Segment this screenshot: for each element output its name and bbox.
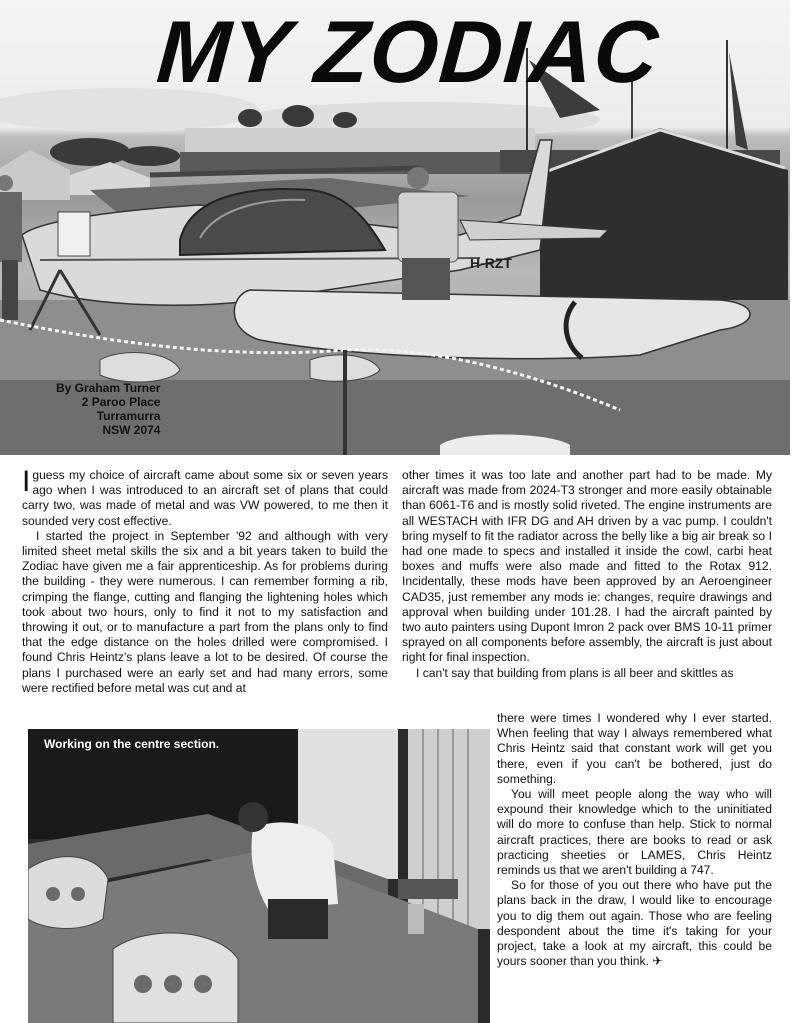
paragraph: other times it was too late and another part had to be made. My aircraft was made from 2024-T3 stronger and more easily obtainable than 6061-T6 and is mostly solid riveted. The engine instruments are all WESTACH with IFR DG and AH driven by a vac pump. I couldn't bring myself to fit the radiator across the belly like a big air break so I had one made to specs and installed it inside the cowl, carbi heat boxes and muffs were also made and fitted to the Rotax 912. Incidentally, these mods have been approved by an Aeroengineer CAD35, just remember any mods ie: changes, require drawings and approval when building under 101.28. I had the aircraft painted by two auto painters using Dupont Imron 2 pack over BMS 10-11 primer sprayed on all components before assembly, the aircraft is just about right for final inspection. — [402, 468, 772, 665]
hero-photo — [0, 0, 790, 455]
photo-caption: Working on the centre section. — [44, 737, 220, 751]
workshop-photo — [28, 729, 490, 1023]
article-column-1 — [22, 465, 388, 696]
workshop-illustration — [28, 729, 490, 1023]
aircraft-registration: H-RZT — [470, 255, 512, 271]
byline-state: NSW 2074 — [102, 423, 161, 437]
paragraph: You will meet people along the way who will expound their knowledge which to the uninitiated will do more to confuse than help. Stick to normal aircraft practices, there are books to read or ask practicing sheeties or LAMES, Chris Heintz reminds us that we aren't building a 747. — [497, 787, 772, 878]
paragraph: I can't say that building from plans is all beer and skittles as — [416, 665, 734, 680]
paragraph — [497, 878, 772, 969]
end-mark-airplane-icon: ✈ — [652, 954, 663, 969]
article-title: MY ZODIAC — [153, 2, 663, 101]
paragraph-text: So for those of you out there who have put the plans back in the draw, I would like to encourage you to dig them out again. Those who are feeling despondent about the time it's taking for your project, take a look at my aircraft, this could be yours sooner than you think. — [497, 878, 772, 969]
drop-cap: I — [22, 465, 31, 498]
byline-street: 2 Paroo Place — [81, 395, 161, 409]
paragraph-text: guess my choice of aircraft came about some six or seven years ago when I was introduced to an aircraft set of plans that could carry two, was made of metal and was VW powered, to me then it sounded very cost effective. — [22, 468, 388, 528]
byline — [56, 381, 160, 437]
paragraph: there were times I wondered why I ever started. When feeling that way I always remembered what Chris Heintz said that constant work will get you there, even if you can't be bothered, just do something. — [497, 711, 772, 786]
byline-author: By Graham Turner — [56, 381, 161, 395]
article-column-2 — [402, 468, 772, 681]
byline-suburb: Turramurra — [96, 409, 161, 423]
article-column-3 — [497, 711, 772, 969]
paragraph: I started the project in September '92 and although with very limited sheet metal skills the six and a bit years taken to build the Zodiac have given me a fair apprenticeship. As for problems during the building - they were numerous. I can remember forming a rib, crimping the flange, cutting and flanging the lightening holes which took about two hours, only to find it not to my satisfaction and throwing it out, or to manufacture a part from the plans only to find that the edge distance on the holes drilled were compromised. I found Chris Heintz's plans leave a lot to be desired. Of course the plans I purchased were an early set and had many errors, some were rectified before metal was cut and at — [22, 528, 388, 695]
paragraph — [22, 465, 388, 529]
